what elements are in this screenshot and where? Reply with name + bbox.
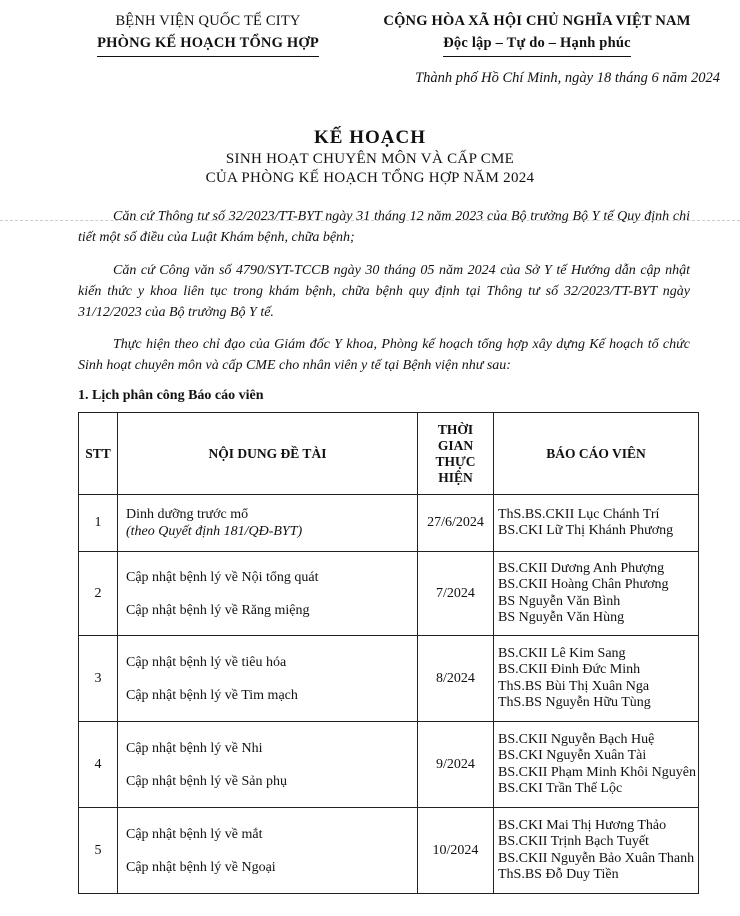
row-time: 8/2024 [418, 636, 494, 722]
row-topic [118, 552, 418, 636]
speaker-name: BS.CKII Phạm Minh Khôi Nguyên [498, 764, 696, 780]
legal-basis-2 [78, 260, 690, 323]
speaker-name: BS.CKII Trịnh Bạch Tuyết [498, 834, 649, 849]
table-header-row [79, 413, 699, 495]
row-topic [118, 808, 418, 894]
section-heading: 1. Lịch phân công Báo cáo viên [78, 388, 264, 403]
table-row [79, 808, 699, 894]
directive-paragraph [78, 334, 690, 376]
row-speakers [494, 552, 699, 636]
row-speakers [494, 722, 699, 808]
row-time: 10/2024 [418, 808, 494, 894]
row-speakers [494, 636, 699, 722]
speaker-name: ThS.BS Đỗ Duy Tiền [498, 867, 619, 882]
speaker-name: BS.CKII Lê Kim Sang [498, 645, 626, 661]
header-time-line: THỜI [437, 421, 474, 437]
speaker-name: BS.CKI Nguyễn Xuân Tài [498, 748, 647, 763]
table-row [79, 495, 699, 552]
organization-header [88, 10, 328, 57]
topic-title: Dinh dưỡng trước mổ [126, 507, 249, 522]
speaker-name: ThS.BS Bùi Thị Xuân Nga [498, 678, 650, 694]
header-speaker: BÁO CÁO VIÊN [494, 413, 699, 495]
table-row [79, 722, 699, 808]
row-stt: 3 [79, 636, 118, 722]
topic-title: Cập nhật bệnh lý về mắt [126, 826, 263, 842]
document-date: Thành phố Hồ Chí Minh, ngày 18 tháng 6 năm 2024 [415, 70, 720, 86]
topic-title: Cập nhật bệnh lý về Nhi [126, 740, 263, 756]
hospital-name: BỆNH VIỆN QUỐC TẾ CITY [115, 13, 301, 29]
topic-note: (theo Quyết định 181/QĐ-BYT) [126, 524, 303, 539]
table-row [79, 636, 699, 722]
topic-title: Cập nhật bệnh lý về tiêu hóa [126, 654, 287, 670]
legal-basis-2-text: Căn cứ Công văn số 4790/SYT-TCCB ngày 30 tháng 05 năm 2024 của Sở Y tế Hướng dẫn cập nhật kiến thức y khoa liên tục trong khám bệnh, chữa bệnh quy định tại Thông tư số 32/2023/TT-BYT ngày 31/12/2023 của Bộ trưởng Bộ Y tế. [78, 263, 690, 320]
national-header [352, 10, 722, 57]
topic-title: Cập nhật bệnh lý về Tim mạch [126, 687, 298, 703]
speaker-name: BS Nguyễn Văn Bình [498, 593, 621, 609]
speaker-name: ThS.BS Nguyễn Hữu Tùng [498, 695, 651, 710]
row-topic [118, 495, 418, 552]
row-time: 9/2024 [418, 722, 494, 808]
speaker-name: BS.CKII Hoàng Chân Phương [498, 577, 669, 592]
speaker-schedule-table [78, 412, 699, 894]
speaker-name: BS.CKII Nguyễn Bảo Xuân Thanh [498, 850, 695, 866]
header-time-line: THỰC [435, 453, 476, 469]
row-time: 7/2024 [418, 552, 494, 636]
speaker-name: BS.CKI Trần Thế Lộc [498, 781, 623, 796]
legal-basis-1 [78, 206, 690, 248]
row-time: 27/6/2024 [418, 495, 494, 552]
department-name: PHÒNG KẾ HOẠCH TỔNG HỢP [97, 32, 319, 57]
document-title: KẾ HOẠCH [314, 127, 426, 148]
speaker-name: BS.CKII Đinh Đức Minh [498, 662, 641, 677]
topic-title: Cập nhật bệnh lý về Sản phụ [126, 773, 287, 789]
header-time-line: HIỆN [438, 469, 473, 485]
row-topic [118, 722, 418, 808]
speaker-name: BS.CKII Nguyễn Bạch Huệ [498, 731, 655, 747]
row-stt: 5 [79, 808, 118, 894]
nation-title: CỘNG HÒA XÃ HỘI CHỦ NGHĨA VIỆT NAM [383, 13, 691, 29]
speaker-name: BS Nguyễn Văn Hùng [498, 610, 625, 625]
row-stt: 2 [79, 552, 118, 636]
speaker-name: BS.CKI Mai Thị Hương Thảo [498, 817, 667, 833]
topic-title: Cập nhật bệnh lý về Ngoại [126, 859, 276, 875]
topic-title: Cập nhật bệnh lý về Nội tổng quát [126, 569, 319, 585]
header-time [418, 413, 494, 495]
speaker-name: ThS.BS.CKII Lục Chánh Trí [498, 506, 660, 522]
national-motto: Độc lập – Tự do – Hạnh phúc [443, 32, 631, 57]
topic-title: Cập nhật bệnh lý về Răng miệng [126, 602, 310, 618]
document-title-block [0, 126, 740, 188]
speaker-name: BS.CKII Dương Anh Phượng [498, 560, 665, 576]
legal-basis-1-text: Căn cứ Thông tư số 32/2023/TT-BYT ngày 31 tháng 12 năm 2023 của Bộ trưởng Bộ Y tế Quy định chi tiết một số điều của Luật Khám bệnh, chữa bệnh; [78, 209, 690, 245]
header-stt: STT [79, 413, 118, 495]
document-subtitle-1: SINH HOẠT CHUYÊN MÔN VÀ CẤP CME [225, 151, 515, 167]
document-subtitle-2: CỦA PHÒNG KẾ HOẠCH TỔNG HỢP NĂM 2024 [205, 170, 535, 186]
row-speakers [494, 495, 699, 552]
row-speakers [494, 808, 699, 894]
table-row [79, 552, 699, 636]
row-topic [118, 636, 418, 722]
directive-paragraph-text: Thực hiện theo chỉ đạo của Giám đốc Y khoa, Phòng kế hoạch tổng hợp xây dựng Kế hoạch tổ chức Sinh hoạt chuyên môn và cấp CME cho nhân viên y tế tại Bệnh viện như sau: [78, 337, 690, 373]
header-time-line: GIAN [437, 437, 474, 453]
row-stt: 4 [79, 722, 118, 808]
row-stt: 1 [79, 495, 118, 552]
header-content: NỘI DUNG ĐỀ TÀI [118, 413, 418, 495]
speaker-name: BS.CKI Lữ Thị Khánh Phương [498, 523, 674, 538]
